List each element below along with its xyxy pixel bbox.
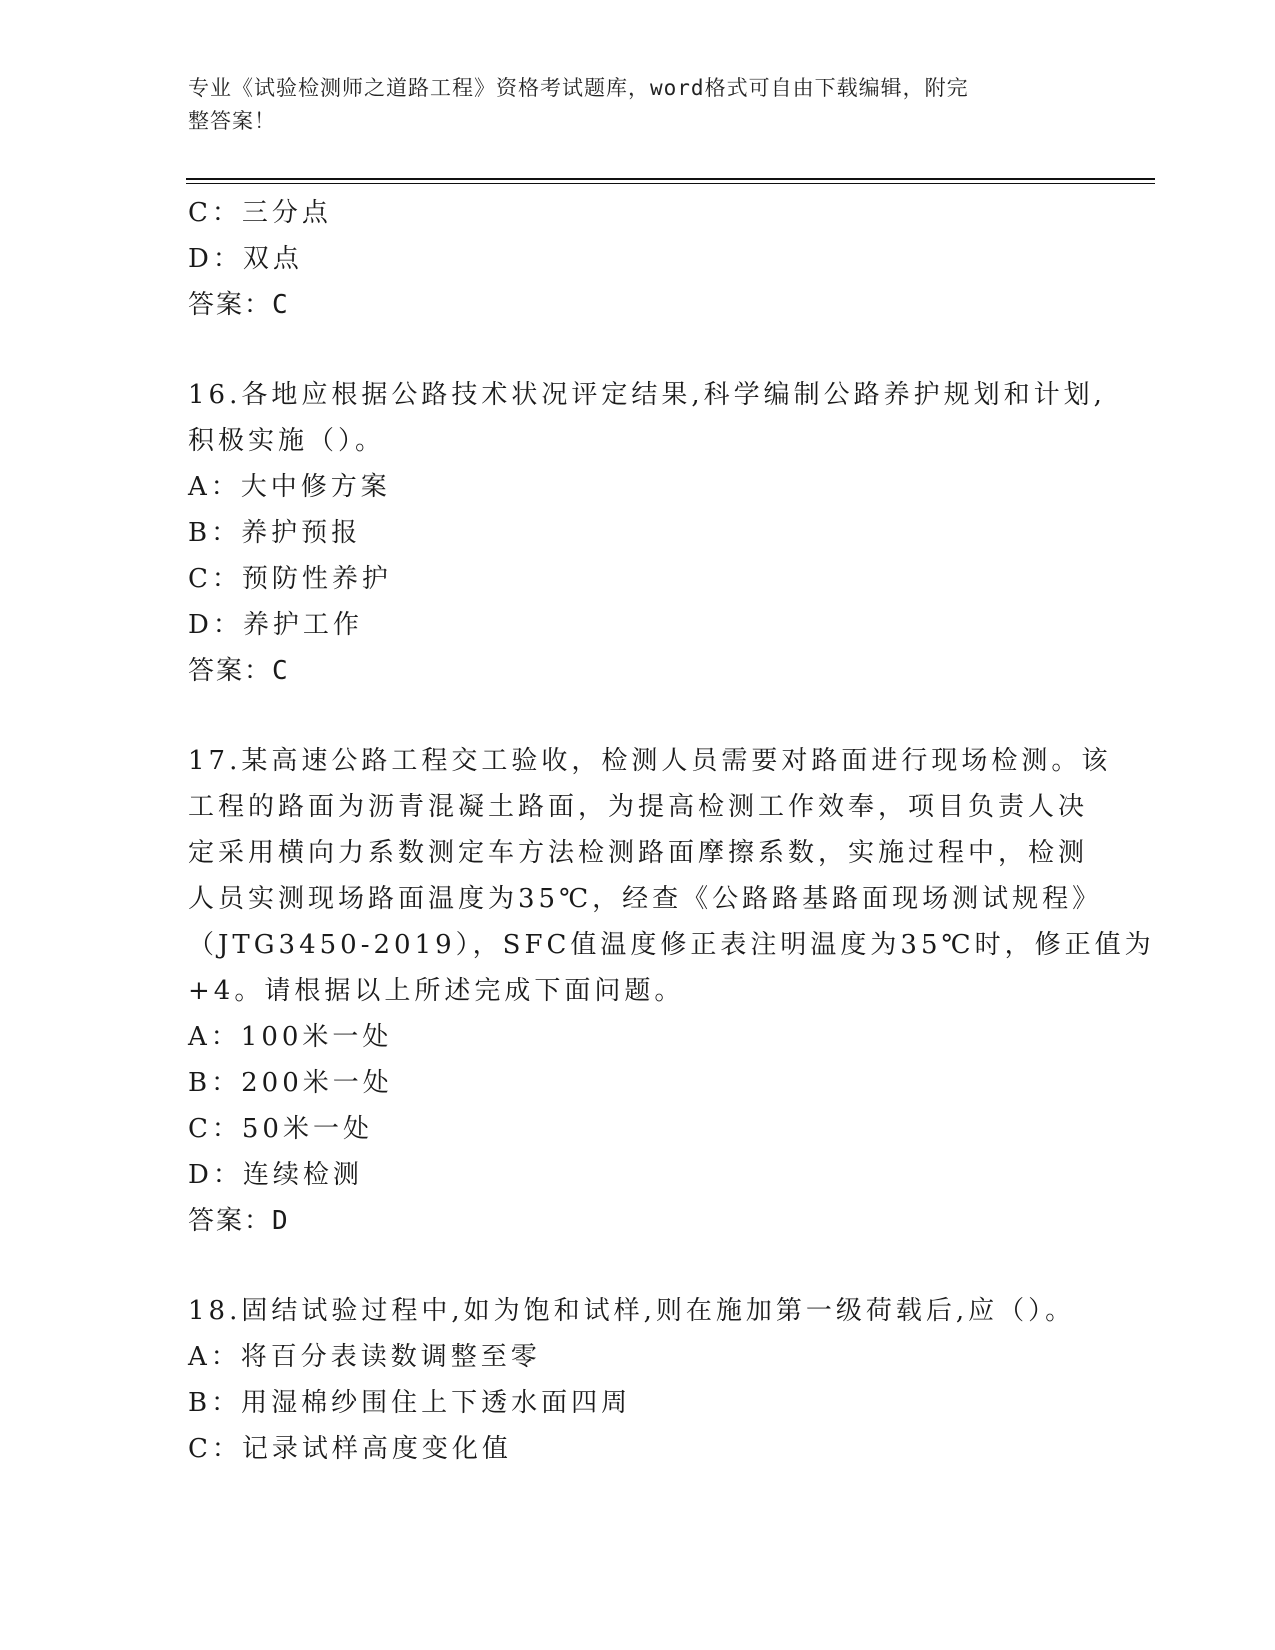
option-c: C：记录试样高度变化值 xyxy=(188,1434,512,1464)
question-stem-line: （JTG3450-2019），SFC值温度修正表注明温度为35℃时，修正值为 xyxy=(188,930,1155,960)
question-17 xyxy=(188,738,1155,1244)
question-15-tail xyxy=(188,190,1088,328)
header-divider-thin xyxy=(186,183,1155,184)
question-stem-line: 定采用横向力系数测定车方法检测路面摩擦系数，实施过程中，检测 xyxy=(188,838,1089,868)
option-b: B：200米一处 xyxy=(188,1068,393,1098)
question-stem-line: +4。请根据以上所述完成下面问题。 xyxy=(188,976,685,1006)
question-stem-line: 18.固结试验过程中,如为饱和试样,则在施加第一级荷载后,应（）。 xyxy=(188,1296,1076,1326)
option-c: C：50米一处 xyxy=(188,1114,373,1144)
option-a: A：100米一处 xyxy=(188,1022,393,1052)
question-stem-line: 积极实施（）。 xyxy=(188,426,386,456)
spacer xyxy=(188,328,1088,372)
spacer xyxy=(188,1244,1088,1288)
spacer xyxy=(188,694,1088,738)
option-d: D：连续检测 xyxy=(188,1160,363,1190)
question-18 xyxy=(188,1288,1088,1472)
question-stem-line: 人员实测现场路面温度为35℃，经查《公路路基路面现场测试规程》 xyxy=(188,884,1103,914)
option-c: C：预防性养护 xyxy=(188,564,392,594)
option-a: A：将百分表读数调整至零 xyxy=(188,1342,541,1372)
option-c: C：三分点 xyxy=(188,198,332,228)
answer-line: 答案：C xyxy=(188,656,290,686)
header-divider-thick xyxy=(186,178,1155,180)
question-16 xyxy=(188,372,1106,694)
option-b: B：养护预报 xyxy=(188,518,362,548)
document-header xyxy=(188,72,1068,138)
question-stem-line: 17.某高速公路工程交工验收，检测人员需要对路面进行现场检测。该 xyxy=(188,746,1112,776)
answer-line: 答案：D xyxy=(188,1206,290,1236)
header-line-1: 专业《试验检测师之道路工程》资格考试题库，word格式可自由下载编辑，附完 xyxy=(188,76,969,100)
question-stem-line: 工程的路面为沥青混凝土路面，为提高检测工作效奉，项目负责人决 xyxy=(188,792,1089,822)
question-stem-line: 16.各地应根据公路技术状况评定结果,科学编制公路养护规划和计划, xyxy=(188,380,1106,410)
answer-line: 答案：C xyxy=(188,290,290,320)
header-line-2: 整答案！ xyxy=(188,109,276,133)
option-a: A：大中修方案 xyxy=(188,472,391,502)
option-d: D：双点 xyxy=(188,244,303,274)
option-d: D：养护工作 xyxy=(188,610,363,640)
question-list xyxy=(188,190,1155,1472)
option-b: B：用湿棉纱围住上下透水面四周 xyxy=(188,1388,632,1418)
